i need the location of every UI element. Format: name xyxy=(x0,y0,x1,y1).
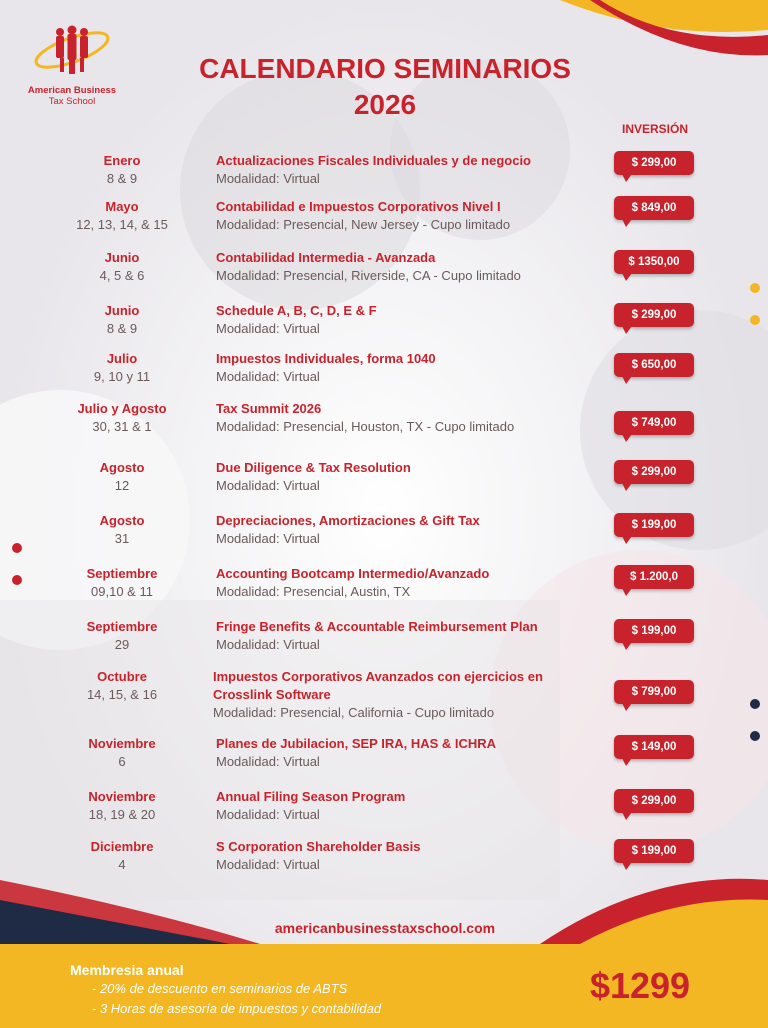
price-tag: $ 1.200,0 xyxy=(614,565,694,589)
seminar-title: Annual Filing Season Program xyxy=(216,789,406,804)
seminar-info xyxy=(216,788,596,824)
seminar-modality: Modalidad: Virtual xyxy=(216,754,320,769)
seminar-info xyxy=(216,838,596,874)
seminar-info xyxy=(216,565,596,601)
seminar-days: 8 & 9 xyxy=(106,171,138,186)
seminar-days: 14, 15, & 16 xyxy=(86,687,158,702)
membership-price: $1299 xyxy=(589,965,691,1006)
seminar-title: Contabilidad Intermedia - Avanzada xyxy=(216,250,436,265)
logo-emblem-icon xyxy=(32,22,112,78)
membership-benefit: - 3 Horas de asesoría de impuestos y contabilidad xyxy=(92,1001,382,1016)
seminar-title: Schedule A, B, C, D, E & F xyxy=(216,303,377,318)
seminar-title: Actualizaciones Fiscales Individuales y de negocio xyxy=(216,153,531,168)
seminar-info xyxy=(216,459,596,495)
logo-brand: American Business xyxy=(27,85,117,96)
seminar-info xyxy=(213,668,593,722)
price-tag: $ 149,00 xyxy=(614,735,694,759)
seminar-title: Contabilidad e Impuestos Corporativos Nivel I xyxy=(216,199,501,214)
seminar-modality: Modalidad: Virtual xyxy=(216,531,320,546)
seminar-month: Agosto xyxy=(99,460,145,475)
seminar-title-cont: Crosslink Software xyxy=(213,687,331,702)
price-tag: $ 1350,00 xyxy=(614,250,694,274)
seminar-month: Julio xyxy=(106,351,138,366)
page-title: CALENDARIO SEMINARIOS xyxy=(199,53,571,84)
seminar-info xyxy=(216,618,596,654)
price-tag: $ 199,00 xyxy=(614,513,694,537)
seminar-days: 6 xyxy=(118,754,126,769)
seminar-info xyxy=(216,735,596,771)
seminar-date xyxy=(62,302,182,338)
seminar-month: Mayo xyxy=(105,199,139,214)
seminar-modality: Modalidad: Presencial, Houston, TX - Cupo limitado xyxy=(216,419,515,434)
seminar-title: Depreciaciones, Amortizaciones & Gift Tax xyxy=(216,513,480,528)
seminar-title: S Corporation Shareholder Basis xyxy=(216,839,421,854)
price-tag: $ 299,00 xyxy=(614,789,694,813)
seminar-info xyxy=(216,249,596,285)
seminar-modality: Modalidad: Virtual xyxy=(216,807,320,822)
seminar-month: Septiembre xyxy=(86,566,158,581)
seminar-modality: Modalidad: Virtual xyxy=(216,857,320,872)
seminar-month: Noviembre xyxy=(88,736,156,751)
price-tag: $ 650,00 xyxy=(614,353,694,377)
seminar-modality: Modalidad: Presencial, New Jersey - Cupo limitado xyxy=(216,217,511,232)
seminar-modality: Modalidad: Virtual xyxy=(216,369,320,384)
seminar-modality: Modalidad: Virtual xyxy=(216,171,320,186)
seminar-info xyxy=(216,198,596,234)
logo xyxy=(22,22,122,107)
membership-title: Membresia anual xyxy=(70,962,184,978)
seminar-days: 31 xyxy=(114,531,130,546)
price-tag: $ 199,00 xyxy=(614,839,694,863)
seminar-days: 30, 31 & 1 xyxy=(92,419,152,434)
seminar-date xyxy=(62,788,182,824)
seminar-days: 12, 13, 14, & 15 xyxy=(76,217,168,232)
seminar-modality: Modalidad: Virtual xyxy=(216,321,320,336)
investment-header: INVERSIÓN xyxy=(621,122,688,136)
seminar-modality: Modalidad: Virtual xyxy=(216,637,320,652)
price-tag: $ 299,00 xyxy=(614,303,694,327)
price-tag: $ 799,00 xyxy=(614,680,694,704)
price-tag: $ 199,00 xyxy=(614,619,694,643)
seminar-date xyxy=(62,459,182,495)
membership-benefit: - 20% de descuento en seminarios de ABTS xyxy=(92,981,348,996)
membership-footer xyxy=(0,944,768,1028)
seminar-title: Planes de Jubilacion, SEP IRA, HAS & ICHRA xyxy=(216,736,497,751)
seminar-days: 09,10 & 11 xyxy=(91,584,153,599)
seminar-date xyxy=(62,350,182,386)
seminar-date xyxy=(62,400,182,436)
seminar-title: Fringe Benefits & Accountable Reimbursement Plan xyxy=(216,619,538,634)
seminar-info xyxy=(216,152,596,188)
seminar-modality: Modalidad: Presencial, Austin, TX xyxy=(216,584,411,599)
seminar-days: 12 xyxy=(114,478,130,493)
seminar-title: Accounting Bootcamp Intermedio/Avanzado xyxy=(216,566,490,581)
seminar-modality: Modalidad: Presencial, Riverside, CA - Cupo limitado xyxy=(216,268,521,283)
seminar-days: 4, 5 & 6 xyxy=(99,268,145,283)
seminar-info xyxy=(216,400,596,436)
seminar-title: Tax Summit 2026 xyxy=(216,401,322,416)
seminar-month: Noviembre xyxy=(88,789,156,804)
seminar-info xyxy=(216,512,596,548)
seminar-modality: Modalidad: Presencial, California - Cupo limitado xyxy=(213,705,495,720)
price-tag: $ 299,00 xyxy=(614,151,694,175)
seminar-date xyxy=(62,618,182,654)
seminar-month: Septiembre xyxy=(86,619,158,634)
seminar-date xyxy=(62,249,182,285)
page-title-year: 2026 xyxy=(353,89,417,120)
seminar-title: Impuestos Individuales, forma 1040 xyxy=(216,351,436,366)
seminar-date xyxy=(62,152,182,188)
seminar-date xyxy=(62,735,182,771)
seminar-days: 29 xyxy=(114,637,130,652)
seminar-title: Impuestos Corporativos Avanzados con ejercicios en xyxy=(213,669,543,684)
logo-subtitle: Tax School xyxy=(48,96,96,107)
seminar-date xyxy=(62,838,182,874)
seminar-days: 8 & 9 xyxy=(106,321,138,336)
seminar-month: Julio y Agosto xyxy=(77,401,167,416)
seminar-month: Diciembre xyxy=(90,839,154,854)
seminar-modality: Modalidad: Virtual xyxy=(216,478,320,493)
seminar-date xyxy=(62,198,182,234)
price-tag: $ 749,00 xyxy=(614,411,694,435)
seminar-info xyxy=(216,302,596,338)
price-tag: $ 849,00 xyxy=(614,196,694,220)
seminar-date xyxy=(62,512,182,548)
website-link[interactable]: americanbusinesstaxschool.com xyxy=(274,920,496,936)
seminar-date xyxy=(62,668,182,704)
price-tag: $ 299,00 xyxy=(614,460,694,484)
seminar-info xyxy=(216,350,596,386)
seminar-date xyxy=(62,565,182,601)
seminar-month: Enero xyxy=(103,153,141,168)
seminar-days: 4 xyxy=(118,857,126,872)
seminar-month: Octubre xyxy=(97,669,147,684)
seminar-title: Due Diligence & Tax Resolution xyxy=(216,460,411,475)
seminar-month: Agosto xyxy=(99,513,145,528)
seminar-days: 18, 19 & 20 xyxy=(88,807,156,822)
seminar-month: Junio xyxy=(104,250,140,265)
seminar-month: Junio xyxy=(104,303,140,318)
seminar-days: 9, 10 y 11 xyxy=(93,369,151,384)
